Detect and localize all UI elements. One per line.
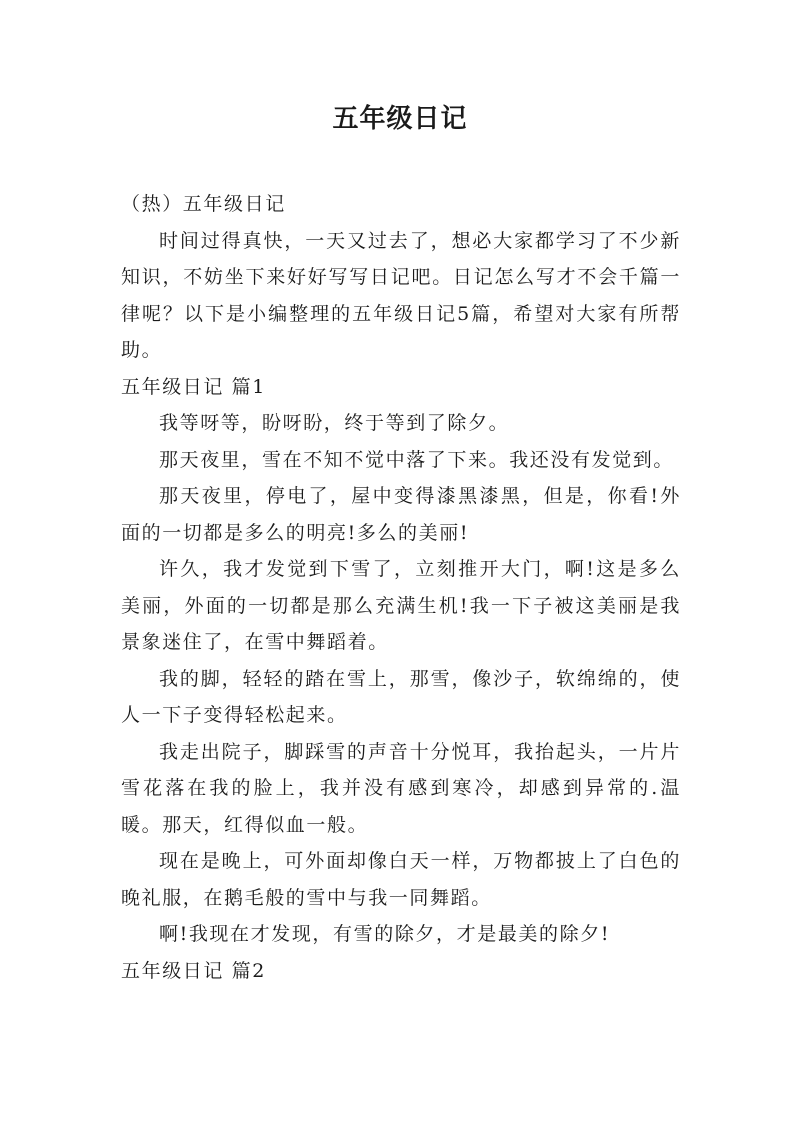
paragraph: 啊!我现在才发现，有雪的除夕，才是最美的除夕!: [159, 923, 611, 945]
paragraph: 我的脚，轻轻的踏在雪上，那雪，像沙子，软绵绵的，使人一下子变得轻松起来。: [121, 667, 681, 726]
paragraph: 那天夜里，停电了，屋中变得漆黑漆黑，但是，你看!外面的一切都是多么的明亮!多么的美丽!: [121, 485, 681, 544]
section-heading: 五年级日记 篇1: [121, 375, 266, 398]
lead-heading: （热）五年级日记: [121, 193, 286, 215]
section-heading: 五年级日记 篇2: [121, 959, 266, 982]
document-title: 五年级日记: [332, 104, 468, 134]
paragraph: 我等呀等，盼呀盼，终于等到了除夕。: [159, 412, 510, 434]
paragraph: 我走出院子，脚踩雪的声音十分悦耳，我抬起头，一片片雪花落在我的脸上，我并没有感到寒冷，却感到异常的.温暖。那天，红得似血一般。: [121, 740, 681, 836]
paragraph: 许久，我才发觉到下雪了，立刻推开大门，啊!这是多么美丽，外面的一切都是那么充满生机!我一下子被这美丽是我景象迷住了，在雪中舞蹈着。: [121, 558, 681, 653]
paragraph: 那天夜里，雪在不知不觉中落了下来。我还没有发觉到。: [159, 448, 675, 471]
document-body: [121, 186, 681, 989]
paragraph: 现在是晚上，可外面却像白天一样，万物都披上了白色的晚礼服，在鹅毛般的雪中与我一同舞蹈。: [121, 850, 681, 909]
intro-paragraph: 时间过得真快，一天又过去了，想必大家都学习了不少新知识，不妨坐下来好好写写日记吧。日记怎么写才不会千篇一律呢？以下是小编整理的五年级日记5篇，希望对大家有所帮助。: [121, 229, 681, 361]
